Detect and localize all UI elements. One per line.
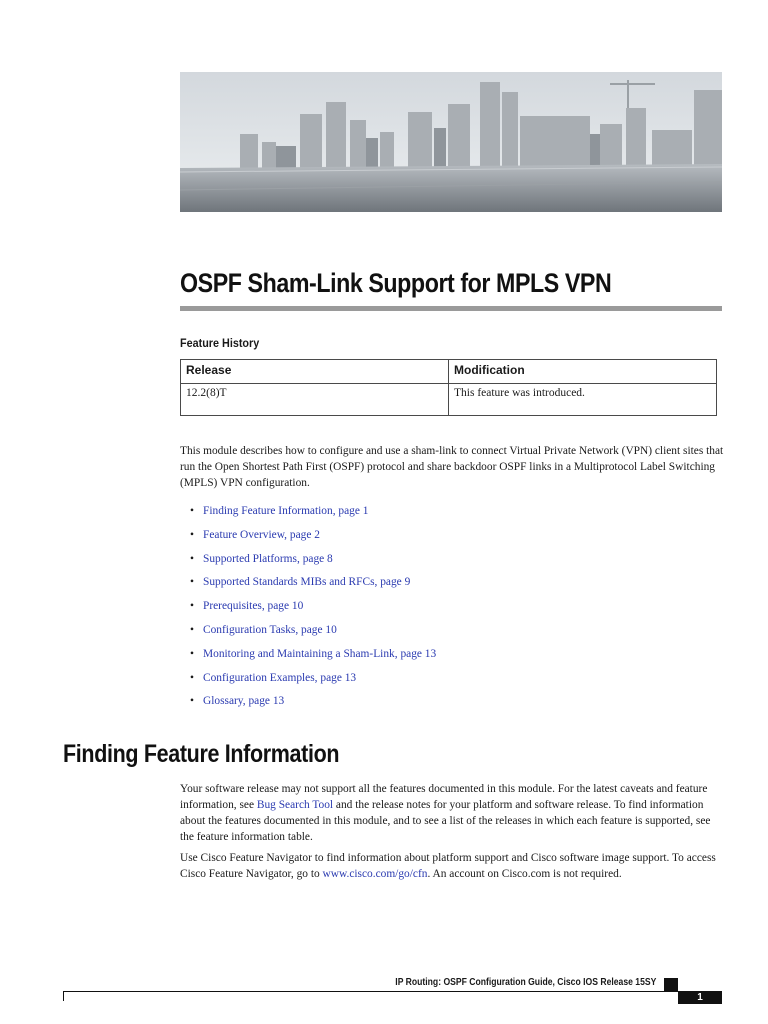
paragraph-text: and the release notes for your platform and software release. To find information about the features documented in this module, and to see a list of the releases in which each feature is supported, see the feature information table. — [180, 799, 711, 843]
feature-history-label: Feature History — [180, 336, 260, 350]
toc-link-text[interactable]: Finding Feature Information, — [203, 505, 336, 517]
column-header-release: Release — [181, 360, 449, 384]
release-cell: 12.2(8)T — [181, 384, 449, 416]
toc-link-page[interactable]: page 2 — [289, 528, 320, 541]
bullet-icon: • — [190, 528, 194, 541]
bug-search-tool-link[interactable]: Bug Search Tool — [256, 799, 334, 811]
column-header-modification: Modification — [449, 360, 717, 384]
toc-link-page[interactable]: page 10 — [301, 623, 337, 636]
toc-item[interactable] — [190, 527, 436, 551]
table-row — [181, 384, 717, 416]
toc-link-page[interactable]: page 1 — [338, 505, 369, 517]
section-paragraph-2 — [180, 850, 725, 882]
section-paragraph-1 — [180, 781, 725, 845]
bullet-icon: • — [190, 671, 194, 684]
feature-history-table — [180, 359, 717, 416]
toc-link-page[interactable]: page 9 — [380, 576, 411, 589]
table-header-row — [181, 360, 717, 384]
toc-link-text[interactable]: Monitoring and Maintaining a Sham-Link, — [203, 647, 398, 660]
toc-item[interactable] — [190, 622, 436, 646]
bullet-icon: • — [190, 695, 194, 708]
toc-link-text[interactable]: Configuration Tasks, — [203, 623, 299, 636]
table-of-contents — [190, 503, 436, 717]
bullet-icon: • — [190, 552, 194, 565]
toc-link-page[interactable]: page 10 — [267, 600, 304, 613]
toc-item[interactable] — [190, 503, 436, 527]
toc-item[interactable] — [190, 551, 436, 575]
document-title: OSPF Sham-Link Support for MPLS VPN — [180, 268, 612, 298]
bullet-icon: • — [190, 505, 194, 517]
section-heading: Finding Feature Information — [63, 740, 340, 768]
paragraph-text: Use Cisco Feature Navigator to find information about platform support and Cisco software image support. To access Cisco Feature Navigator, go to — [180, 852, 716, 880]
toc-item[interactable] — [190, 646, 436, 670]
intro-paragraph: This module describes how to configure and use a sham-link to connect Virtual Private Network (VPN) client sites that run the Open Shortest Path First (OSPF) protocol and share backdoor OSPF links in a Multiprotocol Label Switching (MPLS) VPN configuration. — [180, 445, 724, 489]
toc-link-page[interactable]: page 13 — [320, 671, 357, 684]
city-skyline-banner-image — [180, 72, 722, 212]
page-number: 1 — [678, 991, 722, 1004]
footer-marker — [664, 978, 678, 991]
bullet-icon: • — [190, 647, 194, 660]
cisco-cfn-link[interactable]: www.cisco.com/go/cfn — [322, 868, 428, 880]
toc-item[interactable] — [190, 670, 436, 694]
toc-link-page[interactable]: page 13 — [400, 647, 437, 660]
toc-link-page[interactable]: page 13 — [248, 695, 285, 708]
footer-tick — [63, 991, 64, 1001]
bullet-icon: • — [190, 600, 194, 613]
toc-item[interactable] — [190, 693, 436, 717]
toc-link-text[interactable]: Configuration Examples, — [203, 671, 318, 684]
paragraph-text: Your software release may not support all the features documented in this module. For the latest caveats and feature information, see — [180, 783, 708, 811]
title-divider — [180, 306, 722, 311]
toc-link-text[interactable]: Feature Overview, — [203, 528, 288, 541]
toc-item[interactable] — [190, 574, 436, 598]
toc-link-page[interactable]: page 8 — [302, 552, 333, 565]
bullet-icon: • — [190, 576, 194, 589]
footer-guide-title: IP Routing: OSPF Configuration Guide, Cisco IOS Release 15SY — [394, 976, 656, 988]
bullet-icon: • — [190, 623, 194, 636]
footer-rule — [63, 991, 678, 992]
toc-link-text[interactable]: Supported Platforms, — [203, 552, 300, 565]
modification-cell: This feature was introduced. — [449, 384, 717, 416]
toc-link-text[interactable]: Supported Standards MIBs and RFCs, — [203, 576, 378, 589]
paragraph-text: . An account on Cisco.com is not required. — [427, 868, 622, 880]
toc-link-text[interactable]: Prerequisites, — [203, 600, 265, 613]
toc-link-text[interactable]: Glossary, — [203, 695, 246, 708]
toc-item[interactable] — [190, 598, 436, 622]
